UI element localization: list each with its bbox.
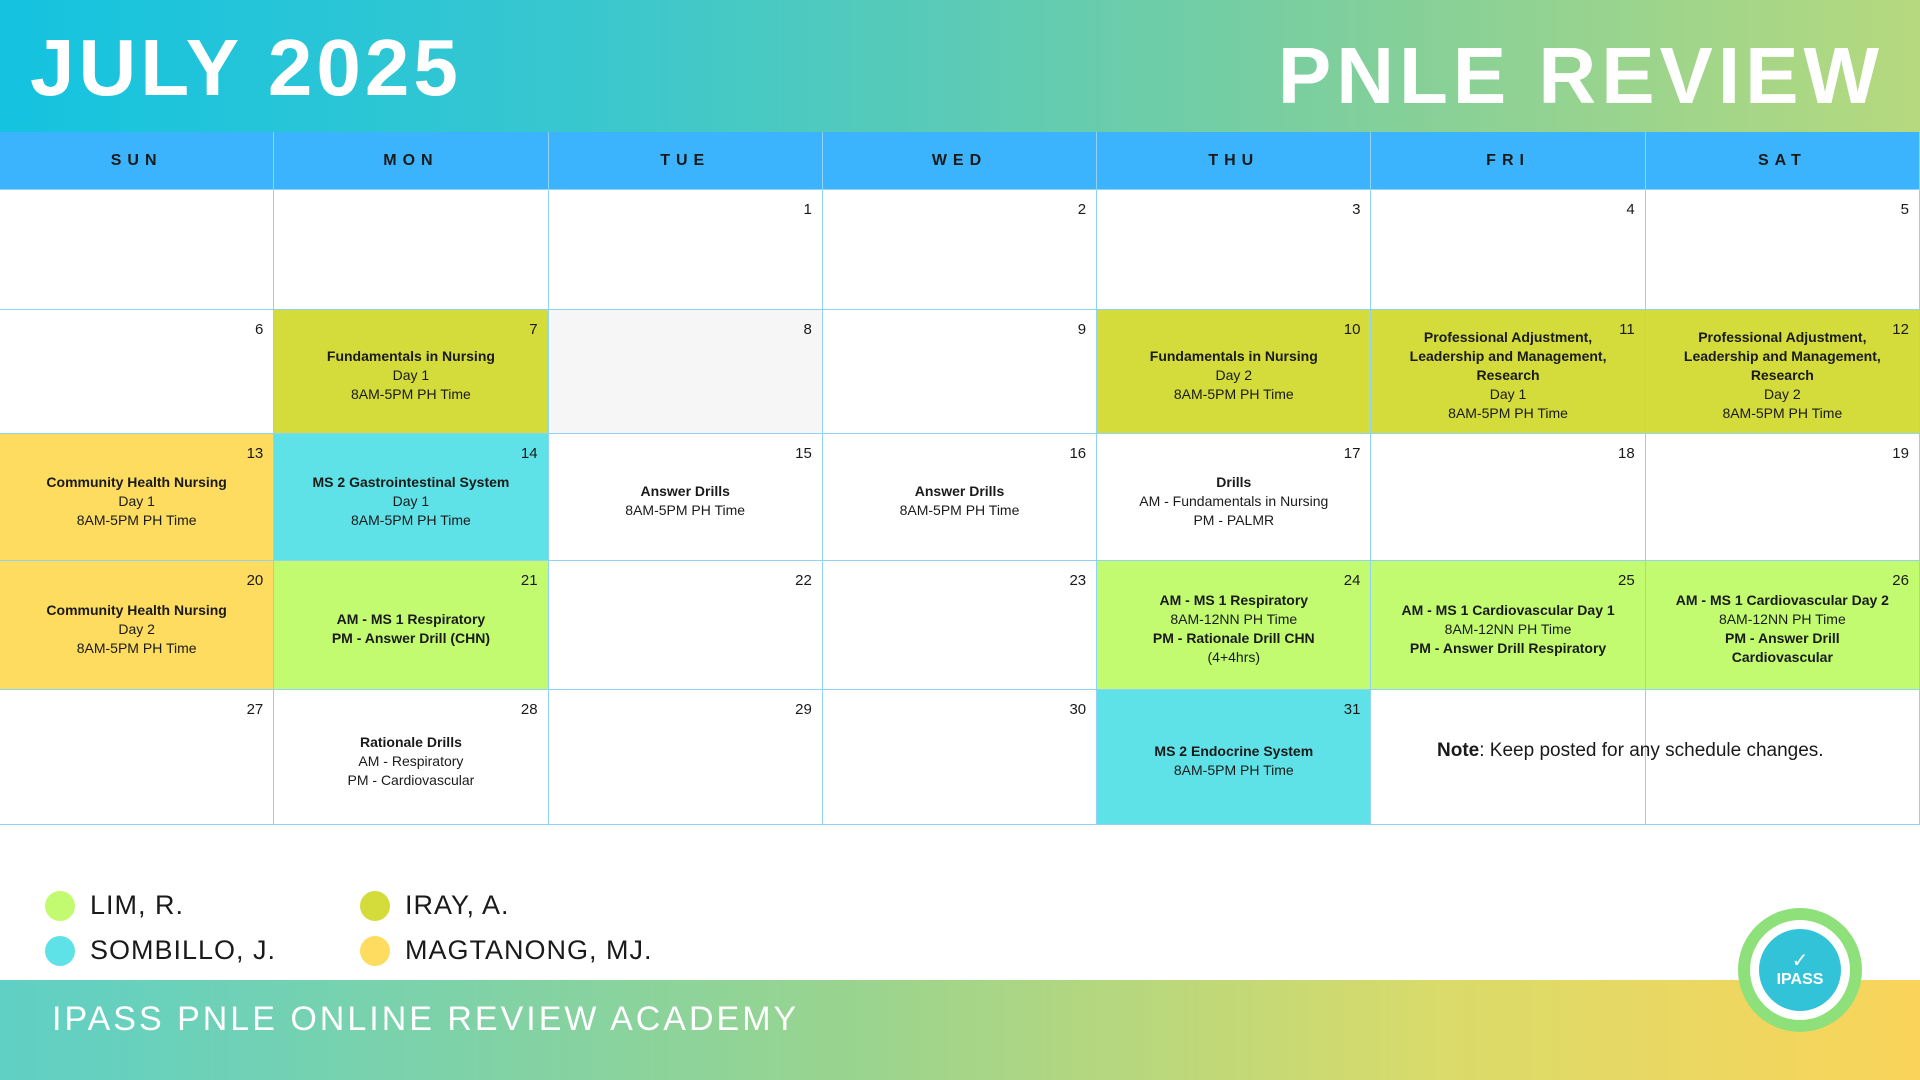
day-cell-12 xyxy=(1646,310,1920,434)
event-detail: Day 2 xyxy=(1764,386,1801,402)
event-detail: Day 1 xyxy=(1489,386,1527,402)
note-label: Note xyxy=(1437,740,1480,761)
day-cell-21 xyxy=(274,561,548,690)
event-detail: 8AM-5PM PH Time xyxy=(1722,405,1843,421)
weekday-header-mon: MON xyxy=(274,132,548,190)
day-cell-11 xyxy=(1371,310,1645,434)
event-title: Research xyxy=(1476,367,1540,383)
event-title: PM - Answer Drill Respiratory xyxy=(1409,639,1607,656)
event-detail: 8AM-12NN PH Time xyxy=(1170,611,1298,627)
legend-dot xyxy=(360,936,390,966)
event-detail: AM - Respiratory xyxy=(358,752,464,769)
day-number: 25 xyxy=(1618,572,1635,589)
day-cell-25 xyxy=(1371,561,1645,690)
day-number: 16 xyxy=(1069,445,1087,462)
weekday-header-sun: SUN xyxy=(0,132,274,190)
legend-item-lim xyxy=(45,890,184,921)
day-number: 18 xyxy=(1618,445,1635,462)
event-title: Cardiovascular xyxy=(1731,649,1833,665)
day-cell-29 xyxy=(549,690,823,825)
badge-label: IPASS xyxy=(1776,971,1824,988)
day-number: 17 xyxy=(1343,445,1361,462)
review-title: PNLE REVIEW xyxy=(1277,31,1884,120)
event-title: Leadership and Management, xyxy=(1683,348,1881,364)
day-cell-15 xyxy=(549,434,823,561)
legend-item-sombillo xyxy=(45,935,276,966)
calendar-grid xyxy=(0,132,1920,825)
day-number: 7 xyxy=(529,321,538,338)
day-number: 29 xyxy=(795,701,812,718)
event-title: Research xyxy=(1750,367,1814,383)
day-number: 20 xyxy=(246,572,264,589)
day-cell-5 xyxy=(1646,190,1920,310)
event-title: PM - Answer Drill (CHN) xyxy=(331,630,490,646)
event-detail: (4+4hrs) xyxy=(1207,649,1261,665)
badge-core xyxy=(1759,929,1841,1011)
day-number: 2 xyxy=(1077,201,1087,218)
day-number: 30 xyxy=(1069,701,1087,718)
event-detail: Day 1 xyxy=(392,367,430,383)
event-title: AM - MS 1 Cardiovascular Day 2 xyxy=(1675,592,1889,608)
event-detail: PM - Cardiovascular xyxy=(347,771,475,788)
event-detail: Day 1 xyxy=(392,492,430,509)
event-detail: Day 2 xyxy=(118,620,155,637)
day-number: 22 xyxy=(795,572,812,589)
day-cell-13 xyxy=(0,434,274,561)
event-title: Community Health Nursing xyxy=(46,601,227,618)
event-detail: 8AM-12NN PH Time xyxy=(1444,620,1572,637)
event-detail: 8AM-5PM PH Time xyxy=(76,511,197,528)
event-detail: Day 1 xyxy=(118,492,155,509)
day-number: 13 xyxy=(246,445,264,462)
day-cell-24 xyxy=(1097,561,1371,690)
day-number: 27 xyxy=(246,701,264,718)
day-number: 11 xyxy=(1619,321,1635,338)
month-title: JULY 2025 xyxy=(30,23,462,112)
day-number: 26 xyxy=(1892,572,1909,589)
event-title: Answer Drills xyxy=(914,483,1005,499)
event-title: MS 2 Endocrine System xyxy=(1154,743,1314,759)
event-detail: 8AM-5PM PH Time xyxy=(76,639,197,656)
academy-logo-badge xyxy=(1738,908,1862,1032)
schedule-note xyxy=(1437,740,1824,762)
header-banner xyxy=(0,0,1920,132)
event-title: AM - MS 1 Cardiovascular Day 1 xyxy=(1401,601,1615,618)
day-cell-17 xyxy=(1097,434,1371,561)
check-icon: ✓ xyxy=(1791,950,1809,972)
day-number: 8 xyxy=(803,321,812,338)
day-number: 14 xyxy=(520,445,538,462)
day-cell-2 xyxy=(823,190,1097,310)
legend-label: MAGTANONG, MJ. xyxy=(405,935,653,965)
event-title: Answer Drills xyxy=(640,483,730,499)
event-title: Rationale Drills xyxy=(359,733,462,750)
day-number: 19 xyxy=(1892,445,1909,462)
legend-label: SOMBILLO, J. xyxy=(90,935,277,965)
day-cell-14 xyxy=(274,434,548,561)
legend-item-iray xyxy=(360,890,510,921)
legend-item-magtanong xyxy=(360,935,653,966)
empty-day-cell xyxy=(0,190,274,310)
footer-text: IPASS PNLE ONLINE REVIEW ACADEMY xyxy=(52,1000,800,1038)
day-cell-1 xyxy=(549,190,823,310)
note-text: : Keep posted for any schedule changes. xyxy=(1479,740,1824,761)
event-detail: 8AM-5PM PH Time xyxy=(351,511,471,528)
day-cell-26 xyxy=(1646,561,1920,690)
day-number: 10 xyxy=(1343,321,1361,338)
event-title: Professional Adjustment, xyxy=(1698,329,1867,345)
day-number: 9 xyxy=(1077,321,1087,338)
legend-dot xyxy=(45,891,75,921)
day-number: 15 xyxy=(795,445,812,462)
weekday-header-thu: THU xyxy=(1097,132,1371,190)
event-title: Leadership and Management, xyxy=(1409,348,1607,364)
empty-day-cell xyxy=(274,190,548,310)
weekday-header-fri: FRI xyxy=(1371,132,1645,190)
event-title: Drills xyxy=(1216,473,1252,490)
event-title: Fundamentals in Nursing xyxy=(326,348,495,364)
footer-banner xyxy=(0,980,1920,1080)
day-cell-9 xyxy=(823,310,1097,434)
event-title: Community Health Nursing xyxy=(46,473,227,490)
day-cell-7 xyxy=(274,310,548,434)
day-number: 3 xyxy=(1352,201,1361,218)
day-cell-28 xyxy=(274,690,548,825)
day-cell-20 xyxy=(0,561,274,690)
event-title: MS 2 Gastrointestinal System xyxy=(312,473,510,490)
day-number: 28 xyxy=(520,701,538,718)
day-number: 21 xyxy=(520,572,538,589)
day-cell-3 xyxy=(1097,190,1371,310)
day-cell-6 xyxy=(0,310,274,434)
legend-label: IRAY, A. xyxy=(405,890,510,920)
event-title: PM - Answer Drill xyxy=(1725,630,1840,646)
day-number: 1 xyxy=(803,201,812,218)
day-number: 24 xyxy=(1343,572,1361,589)
event-detail: 8AM-5PM PH Time xyxy=(899,502,1020,518)
weekday-header-wed: WED xyxy=(823,132,1097,190)
day-number: 5 xyxy=(1900,201,1909,218)
event-title: PM - Rationale Drill CHN xyxy=(1152,630,1315,646)
day-cell-16 xyxy=(823,434,1097,561)
event-detail: 8AM-5PM PH Time xyxy=(1448,405,1568,421)
event-title: Fundamentals in Nursing xyxy=(1149,348,1318,364)
day-cell-31 xyxy=(1097,690,1371,825)
day-cell-10 xyxy=(1097,310,1371,434)
event-detail: 8AM-5PM PH Time xyxy=(625,502,746,518)
day-number: 12 xyxy=(1892,321,1909,338)
event-title: AM - MS 1 Respiratory xyxy=(336,611,486,627)
legend-label: LIM, R. xyxy=(90,890,185,920)
event-title: Professional Adjustment, xyxy=(1423,329,1593,345)
legend-dot xyxy=(360,891,390,921)
event-detail: 8AM-5PM PH Time xyxy=(1173,762,1294,778)
event-detail: 8AM-5PM PH Time xyxy=(1173,386,1294,402)
day-number: 31 xyxy=(1343,701,1361,718)
day-cell-23 xyxy=(823,561,1097,690)
legend-dot xyxy=(45,936,75,966)
event-detail: PM - PALMR xyxy=(1193,511,1275,528)
day-cell-30 xyxy=(823,690,1097,825)
weekday-header-sat: SAT xyxy=(1646,132,1920,190)
event-title: AM - MS 1 Respiratory xyxy=(1159,592,1309,608)
event-detail: 8AM-12NN PH Time xyxy=(1718,611,1846,627)
day-cell-18 xyxy=(1371,434,1645,561)
weekday-header-tue: TUE xyxy=(549,132,823,190)
event-detail: 8AM-5PM PH Time xyxy=(351,386,471,402)
badge-ring xyxy=(1750,920,1850,1020)
day-cell-4 xyxy=(1371,190,1645,310)
day-cell-8 xyxy=(549,310,823,434)
day-number: 23 xyxy=(1069,572,1087,589)
day-cell-22 xyxy=(549,561,823,690)
day-cell-19 xyxy=(1646,434,1920,561)
event-detail: Day 2 xyxy=(1215,367,1253,383)
day-number: 6 xyxy=(254,321,264,338)
day-cell-27 xyxy=(0,690,274,825)
event-detail: AM - Fundamentals in Nursing xyxy=(1139,492,1329,509)
day-number: 4 xyxy=(1626,201,1635,218)
